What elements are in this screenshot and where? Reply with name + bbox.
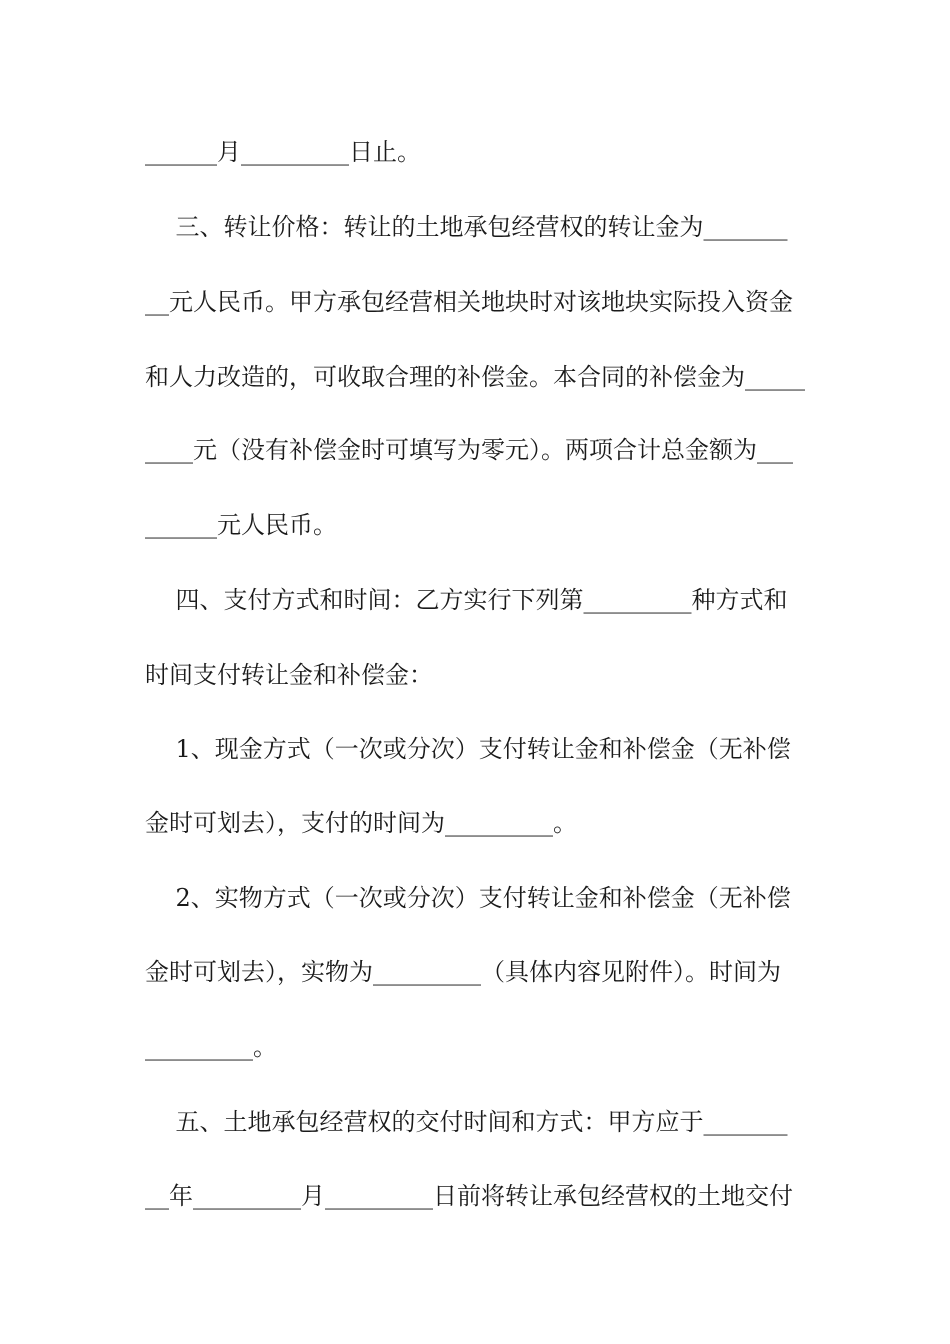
text-line-11: 2、实物方式（一次或分次）支付转让金和补偿金（无补偿 (145, 884, 791, 912)
text-line-13: _________。 (145, 1033, 277, 1061)
text-line-6: ______元人民币。 (145, 511, 337, 539)
text-line-5: ____元（没有补偿金时可填写为零元）。两项合计总金额为___ (145, 436, 793, 464)
text-line-7: 四、支付方式和时间：乙方实行下列第_________种方式和 (145, 586, 788, 614)
text-line-2: 三、转让价格：转让的土地承包经营权的转让金为_______ (145, 213, 788, 241)
text-line-4: 和人力改造的，可收取合理的补偿金。本合同的补偿金为_____ (145, 363, 805, 391)
text-line-1: ______月_________日止。 (145, 138, 421, 166)
text-line-12: 金时可划去），实物为_________（具体内容见附件）。时间为 (145, 958, 781, 986)
text-line-3: __元人民币。甲方承包经营相关地块时对该地块实际投入资金 (145, 288, 793, 316)
text-line-9: 1、现金方式（一次或分次）支付转让金和补偿金（无补偿 (145, 735, 791, 763)
text-line-8: 时间支付转让金和补偿金： (145, 661, 433, 689)
text-line-14: 五、土地承包经营权的交付时间和方式：甲方应于_______ (145, 1108, 788, 1136)
text-line-15: __年_________月_________日前将转让承包经营权的土地交付 (145, 1182, 793, 1210)
text-line-10: 金时可划去），支付的时间为_________。 (145, 809, 577, 837)
